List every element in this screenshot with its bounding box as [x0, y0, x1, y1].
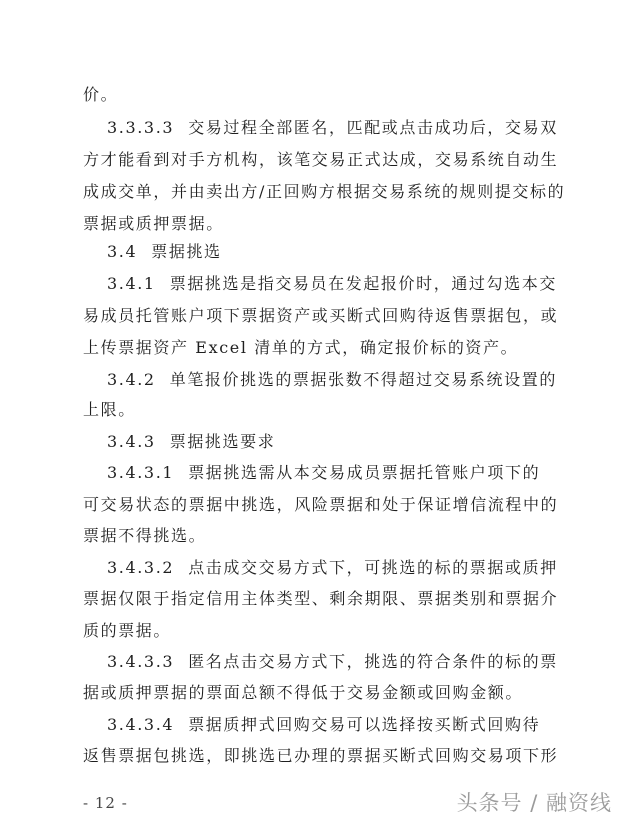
text-line: 可交易状态的票据中挑选，风险票据和处于保证增信流程中的 — [83, 495, 559, 514]
text-line: 票据质押式回购交易可以选择按买断式回购待 — [188, 715, 541, 734]
text-line: 票据挑选需从本交易成员票据托管账户项下的 — [188, 463, 541, 482]
text-line: 票据挑选是指交易员在发起报价时，通过勾选本交 — [169, 274, 557, 293]
clause-3-4-3-1 — [107, 463, 540, 483]
clause-number: 3.4.3.3 — [107, 652, 175, 671]
clause-3-4-3-2 — [107, 558, 558, 578]
page-number: - 12 - — [83, 794, 128, 812]
text-line: 方才能看到对手方机构，该笔交易正式达成，交易系统自动生 — [83, 150, 559, 169]
clause-3-4-3-3 — [107, 652, 558, 672]
clause-number: 3.3.3.3 — [107, 118, 175, 137]
clause-number: 3.4.1 — [107, 274, 156, 293]
text-line: 易成员托管账户项下票据资产或买断式回购待返售票据包，或 — [83, 306, 559, 325]
text-line: 质的票据。 — [83, 621, 172, 640]
text-line: 匿名点击交易方式下，挑选的符合条件的标的票 — [188, 652, 558, 671]
section-number: 3.4 — [107, 242, 138, 261]
text-line: 交易过程全部匿名，匹配或点击成功后，交易双 — [188, 118, 558, 137]
clause-number: 3.4.2 — [107, 370, 156, 389]
text-line: 上限。 — [83, 400, 136, 419]
clause-3-3-3-3 — [107, 118, 558, 138]
text-line: 票据仅限于指定信用主体类型、剩余期限、票据类别和票据介 — [83, 589, 559, 608]
text-line: 据或质押票据的票面总额不得低于交易金额或回购金额。 — [83, 683, 524, 702]
clause-3-4-3-4 — [107, 715, 540, 735]
watermark: 头条号 / 融资线 — [456, 791, 612, 815]
text-line: 成成交单，并由卖出方/正回购方根据交易系统的规则提交标的 — [83, 182, 566, 201]
text-line: 票据不得挑选。 — [83, 526, 207, 545]
clause-title: 票据挑选要求 — [169, 432, 276, 451]
clause-number: 3.4.3.4 — [107, 715, 175, 734]
text-line: 点击成交交易方式下，可挑选的标的票据或质押 — [188, 558, 558, 577]
clause-number: 3.4.3.2 — [107, 558, 175, 577]
text-line: 单笔报价挑选的票据张数不得超过交易系统设置的 — [169, 370, 557, 389]
section-title: 票据挑选 — [151, 242, 222, 261]
text-line: 价。 — [83, 85, 119, 104]
clause-number: 3.4.3 — [107, 432, 156, 451]
text-line: 上传票据资产 Excel 清单的方式，确定报价标的资产。 — [83, 338, 519, 357]
clause-3-4-1 — [107, 274, 557, 294]
clause-number: 3.4.3.1 — [107, 463, 175, 482]
text-line: 票据或质押票据。 — [83, 214, 224, 233]
clause-3-4-2 — [107, 370, 557, 390]
text-line: 返售票据包挑选，即挑选已办理的票据买断式回购交易项下形 — [83, 746, 559, 765]
section-3-4-heading — [107, 242, 222, 262]
clause-3-4-3 — [107, 432, 275, 452]
